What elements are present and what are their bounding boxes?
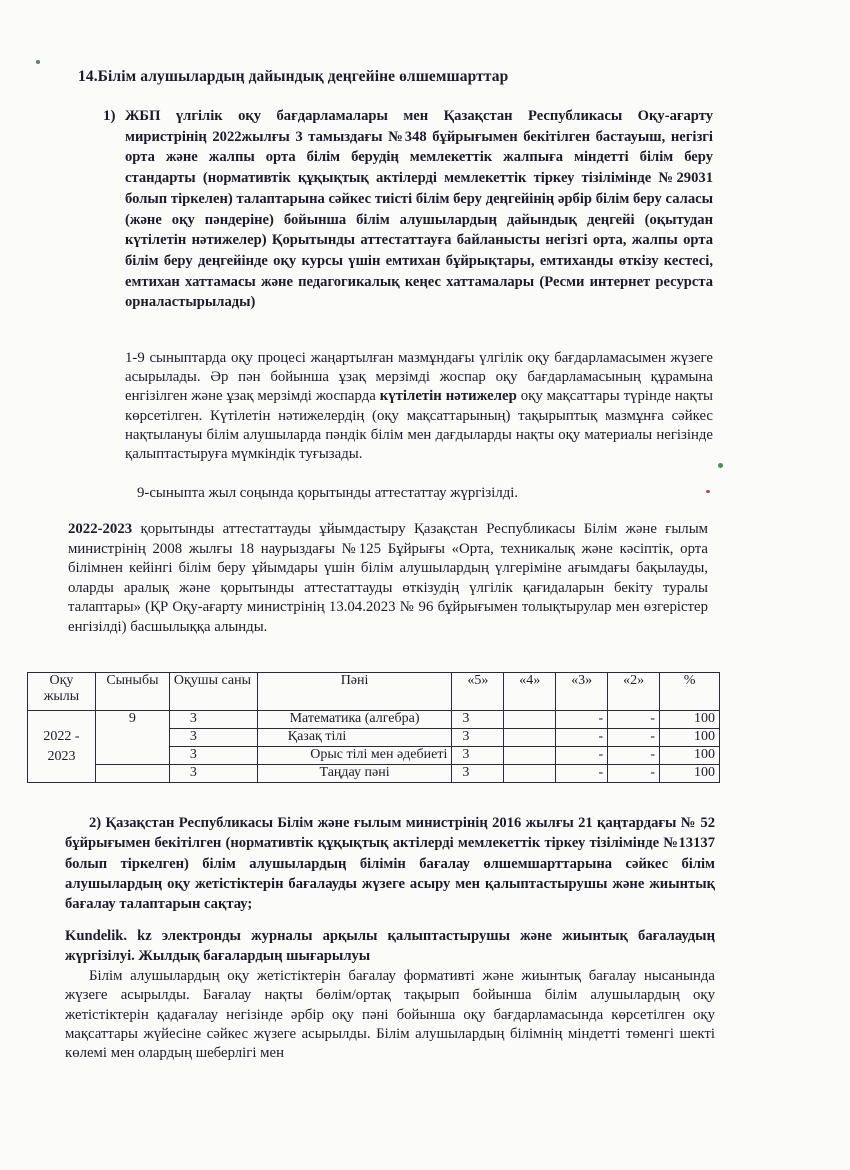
cell-students: 3 [169,765,257,783]
paragraph-4-text: Білім алушылардың оқу жетістіктерін бағалау формативті және жиынтық бағалау нысанында жүзеге асырылды. Бағалау нақты бөлім/ортақ тақырып бойынша білім алушылардың оқу жетістіктерін қадағалау негізінде әрбір оқу пәні бойынша оқу бағдарламасында көрсетілген оқу мақсаттары жүйесіне сәйкес жүзеге асырылды. Білім алушылардың білімнің міндетті төменгі шекті көлемі мен олардың шеберлігі мен [65,968,715,1062]
item-2-body: 2) Қазақстан Республикасы Білім және ғылым министрінің 2016 жылғы 21 қаңтардағы № 52 бұйрығымен бекітілген (нормативтік құқықтық актілерді мемлекеттік тіркеу тізілімінде №13137 болып тіркелген) білім алушылардың білімін бағалау өлшемшарттарына сәйкес білім алушылардың оқу жетістіктерін бағалауды жүзеге асыру мен қалыптастырушы және жиынтық бағалау талаптарын сақтау; [65,815,715,913]
paragraph-1-bold: күтілетін нәтижелер [379,388,517,405]
table-header-row [28,673,720,711]
paragraph-1 [125,349,713,464]
cell-five: 3 [452,711,504,729]
cell-subject: Қазақ тілі [257,729,452,747]
cell-three: - [556,747,608,765]
cell-year: 2022 - 2023 [28,711,96,783]
cell-two: - [608,729,660,747]
header-students: Оқушы саны [169,673,257,711]
item-1-text: ЖБП үлгілік оқу бағдарламалары мен Қазақстан Республикасы Оқу-ағарту миристрінің 2022жылғы 3 тамыздағы №348 бұйрығымен бекітілген бастауыш, негізгі орта және жалпы орта білім берудің мемлекеттік жалпыға міндетті білім беру стандарты (нормативтік құқықтық актілерді мемлекеттік тіркеу тізілімінде №29031 болып тіркелен) талаптарына сәйкес тиісті білім беру деңгейінің әрбір білім беру саласы (және оқу пәндеріне) бойынша білім алушылардың дайындық деңгейі (оқытудан күтілетін нәтижелер) Қорытынды аттестаттауға байланысты негізгі орта, жалпы орта білім беру деңгейінде оқу курсы үшін емтихан бұйрықтары, емтиханды өткізу кестесі, емтихан хаттамасы және педагогикалық кеңес хаттамалары (Ресми интернет ресурста орналастырылады) [125,108,713,311]
cell-students: 3 [169,711,257,729]
scan-speck [36,60,40,64]
cell-percent: 100 [660,729,720,747]
cell-four [504,747,556,765]
cell-students: 3 [169,729,257,747]
cell-four [504,711,556,729]
paragraph-3-text: қорытынды аттестаттауды ұйымдастыру Қазақстан Республикасы Білім және ғылым министрінің 2008 жылғы 18 наурыздағы №125 Бұйрығы «Орта, техникалық және кәсіптік, орта білімнен кейінгі білім беру ұйымдары үшін білім алушылардың үлгеріміне ағымдағы бақылауды, оларды аралық және қорытынды аттестаттауды өткізудің үлгілік қағидаларын бекіту туралы талаптары» (ҚР Оқу-ағарту министрінің 13.04.2023 № 96 бұйрығымен толықтырулар мен өзгерістер енгізілді) басшылыққа алынды. [68,521,708,635]
header-two: «2» [608,673,660,711]
cell-five: 3 [452,729,504,747]
cell-students: 3 [169,747,257,765]
scan-speck [718,463,723,468]
paragraph-1-part-2: оқу мақсаттары түрінде нақты көрсетілген. Күтілетін нәтижелердің (оқу мақсаттарының) тақырыптық мазмұнға сәйкес нақтылануы білім алушыларда пәндік білім мен дағдыларды нақты оқу материалы негізінде қалыптастыруға мүмкіндік туғызады. [125,388,713,463]
cell-three: - [556,729,608,747]
paragraph-3-bold: 2022-2023 [68,521,133,537]
header-grade: Сыныбы [95,673,169,711]
paragraph-3 [68,520,708,638]
cell-two: - [608,765,660,783]
item-2-subheading: Kundelik. kz электронды журналы арқылы қалыптастырушы және жиынтық бағалаудың жүргізілуі. Жылдық бағалардың шығарылуы [65,928,715,965]
cell-three: - [556,711,608,729]
section-heading: 14.Білім алушылардың дайындық деңгейіне өлшемшарттар [78,68,509,85]
cell-five: 3 [452,747,504,765]
cell-four [504,765,556,783]
cell-percent: 100 [660,765,720,783]
cell-subject: Орыс тілі мен әдебиеті [257,747,452,765]
header-five: «5» [452,673,504,711]
scan-speck [706,490,710,493]
header-percent: % [660,673,720,711]
item-2-text [65,813,715,914]
cell-four [504,729,556,747]
cell-percent: 100 [660,747,720,765]
cell-grade: 9 [95,711,169,765]
paragraph-4 [65,967,715,1063]
header-year: Оқу жылы [28,673,96,711]
cell-five: 3 [452,765,504,783]
table-row [28,711,720,729]
paragraph-1-part-1: 1-9 сыныптарда оқу процесі жаңартылған мазмұндағы үлгілік оқу бағдарламасымен жүзеге асырылады. Әр пән бойынша ұзақ мерзімді жоспар оқу бағдарламасының құрамына енгізілген және ұзақ мерзімді жоспарда [125,350,713,405]
cell-subject: Математика (алгебра) [257,711,452,729]
cell-two: - [608,711,660,729]
cell-subject: Таңдау пәні [257,765,452,783]
header-subject: Пәні [257,673,452,711]
paragraph-2: 9-сыныпта жыл соңында қорытынды аттестаттау жүргізілді. [137,485,519,501]
header-four: «4» [504,673,556,711]
item-1-number: 1) [103,108,116,124]
results-table [27,672,720,783]
cell-two: - [608,747,660,765]
cell-three: - [556,765,608,783]
cell-percent: 100 [660,711,720,729]
header-three: «3» [556,673,608,711]
table-row [28,765,720,783]
cell-grade-empty [95,765,169,783]
